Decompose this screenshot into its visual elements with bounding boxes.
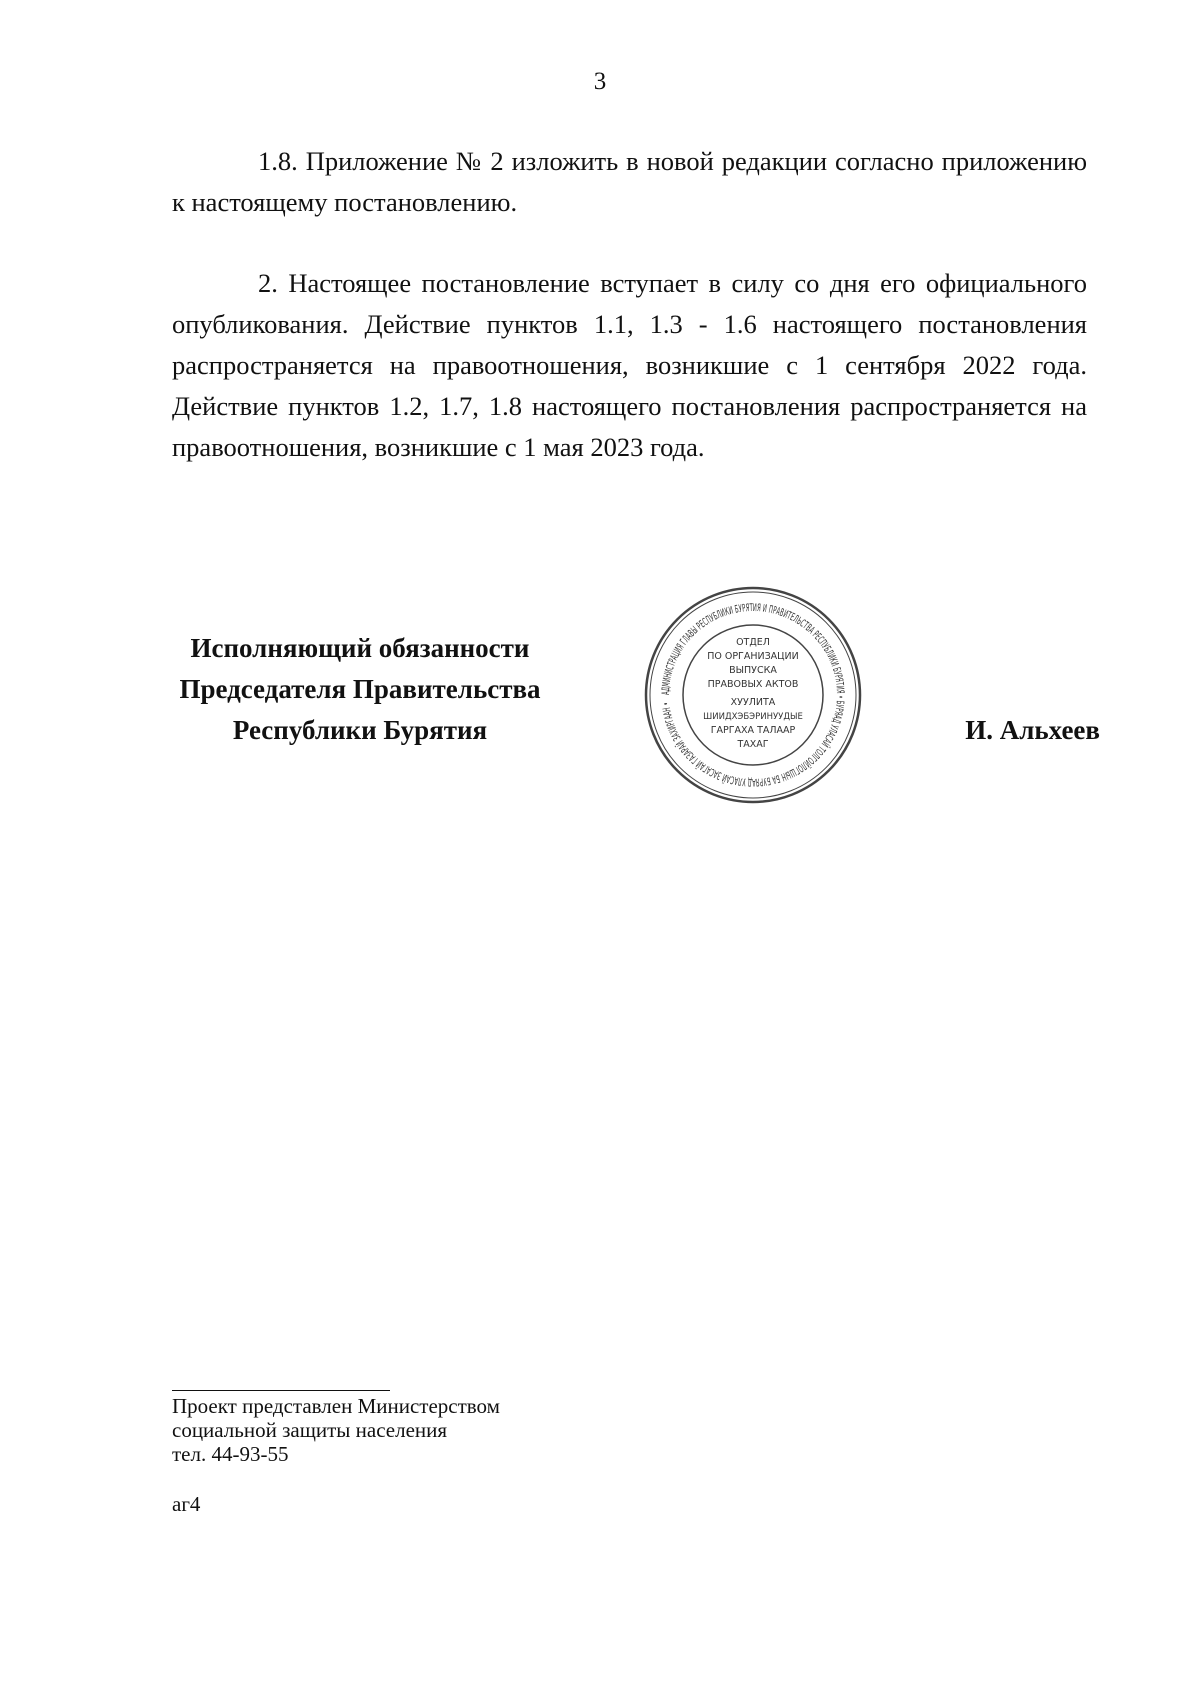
svg-text:АДМИНИСТРАЦИЯ ГЛАВЫ РЕСПУБЛИКИ: [660, 602, 846, 788]
official-seal-stamp: [643, 585, 863, 805]
footnote-line: тел. 44-93-55: [172, 1442, 289, 1466]
page-number: 3: [593, 68, 607, 95]
footnote: [172, 1394, 500, 1466]
seal-ring-text: АДМИНИСТРАЦИЯ ГЛАВЫ РЕСПУБЛИКИ БУРЯТИЯ И ПРАВИТЕЛЬСТВА РЕСПУБЛИКИ БУРЯТИЯ • БУРЯАД УЛАСАЙ ТОЛГОЙЛОГШЫН БА БУРЯАД УЛАСАЙ ЗАСАГАЙ ГАЗАРАЙ ЗАХИРГААН •: [659, 601, 847, 789]
seal-center-line: ВЫПУСКА: [729, 665, 777, 676]
signatory-title-line: Республики Бурятия: [232, 715, 488, 745]
footnote-divider: [172, 1390, 390, 1391]
seal-center-line: ХУУЛИТА: [730, 697, 776, 708]
signatory-title-line: Председателя Правительства: [179, 674, 541, 704]
paragraph-1-8: 1.8. Приложение № 2 изложить в новой редакции согласно приложению к настоящему постановлению.: [172, 146, 1087, 217]
paragraph-2: 2. Настоящее постановление вступает в силу со дня его официального опубликования. Действие пунктов 1.1, 1.3 - 1.6 настоящего постановления распространяется на правоотношения, возникшие с 1 сентября 2022 года. Действие пунктов 1.2, 1.7, 1.8 настоящего постановления распространяется на правоотношения, возникшие с 1 мая 2023 года.: [172, 268, 1087, 462]
signatory-name: И. Альхеев: [965, 715, 1100, 745]
footnote-line: Проект представлен Министерством: [172, 1394, 500, 1418]
footnote-line: социальной защиты населения: [172, 1418, 448, 1442]
seal-center-line: ТАХАГ: [737, 739, 769, 750]
signatory-title-line: Исполняющий обязанности: [190, 633, 530, 663]
seal-center-line: ПРАВОВЫХ АКТОВ: [707, 679, 799, 690]
seal-center-line: ОТДЕЛ: [736, 637, 770, 648]
seal-center-line: ШИИДХЭБЭРИНУУДЫЕ: [703, 712, 803, 722]
document-code: аг4: [172, 1492, 201, 1516]
seal-center-line: ПО ОРГАНИЗАЦИИ: [707, 651, 799, 662]
seal-center-line: ГАРГАХА ТАЛААР: [710, 725, 796, 736]
signatory-title: [160, 628, 560, 751]
